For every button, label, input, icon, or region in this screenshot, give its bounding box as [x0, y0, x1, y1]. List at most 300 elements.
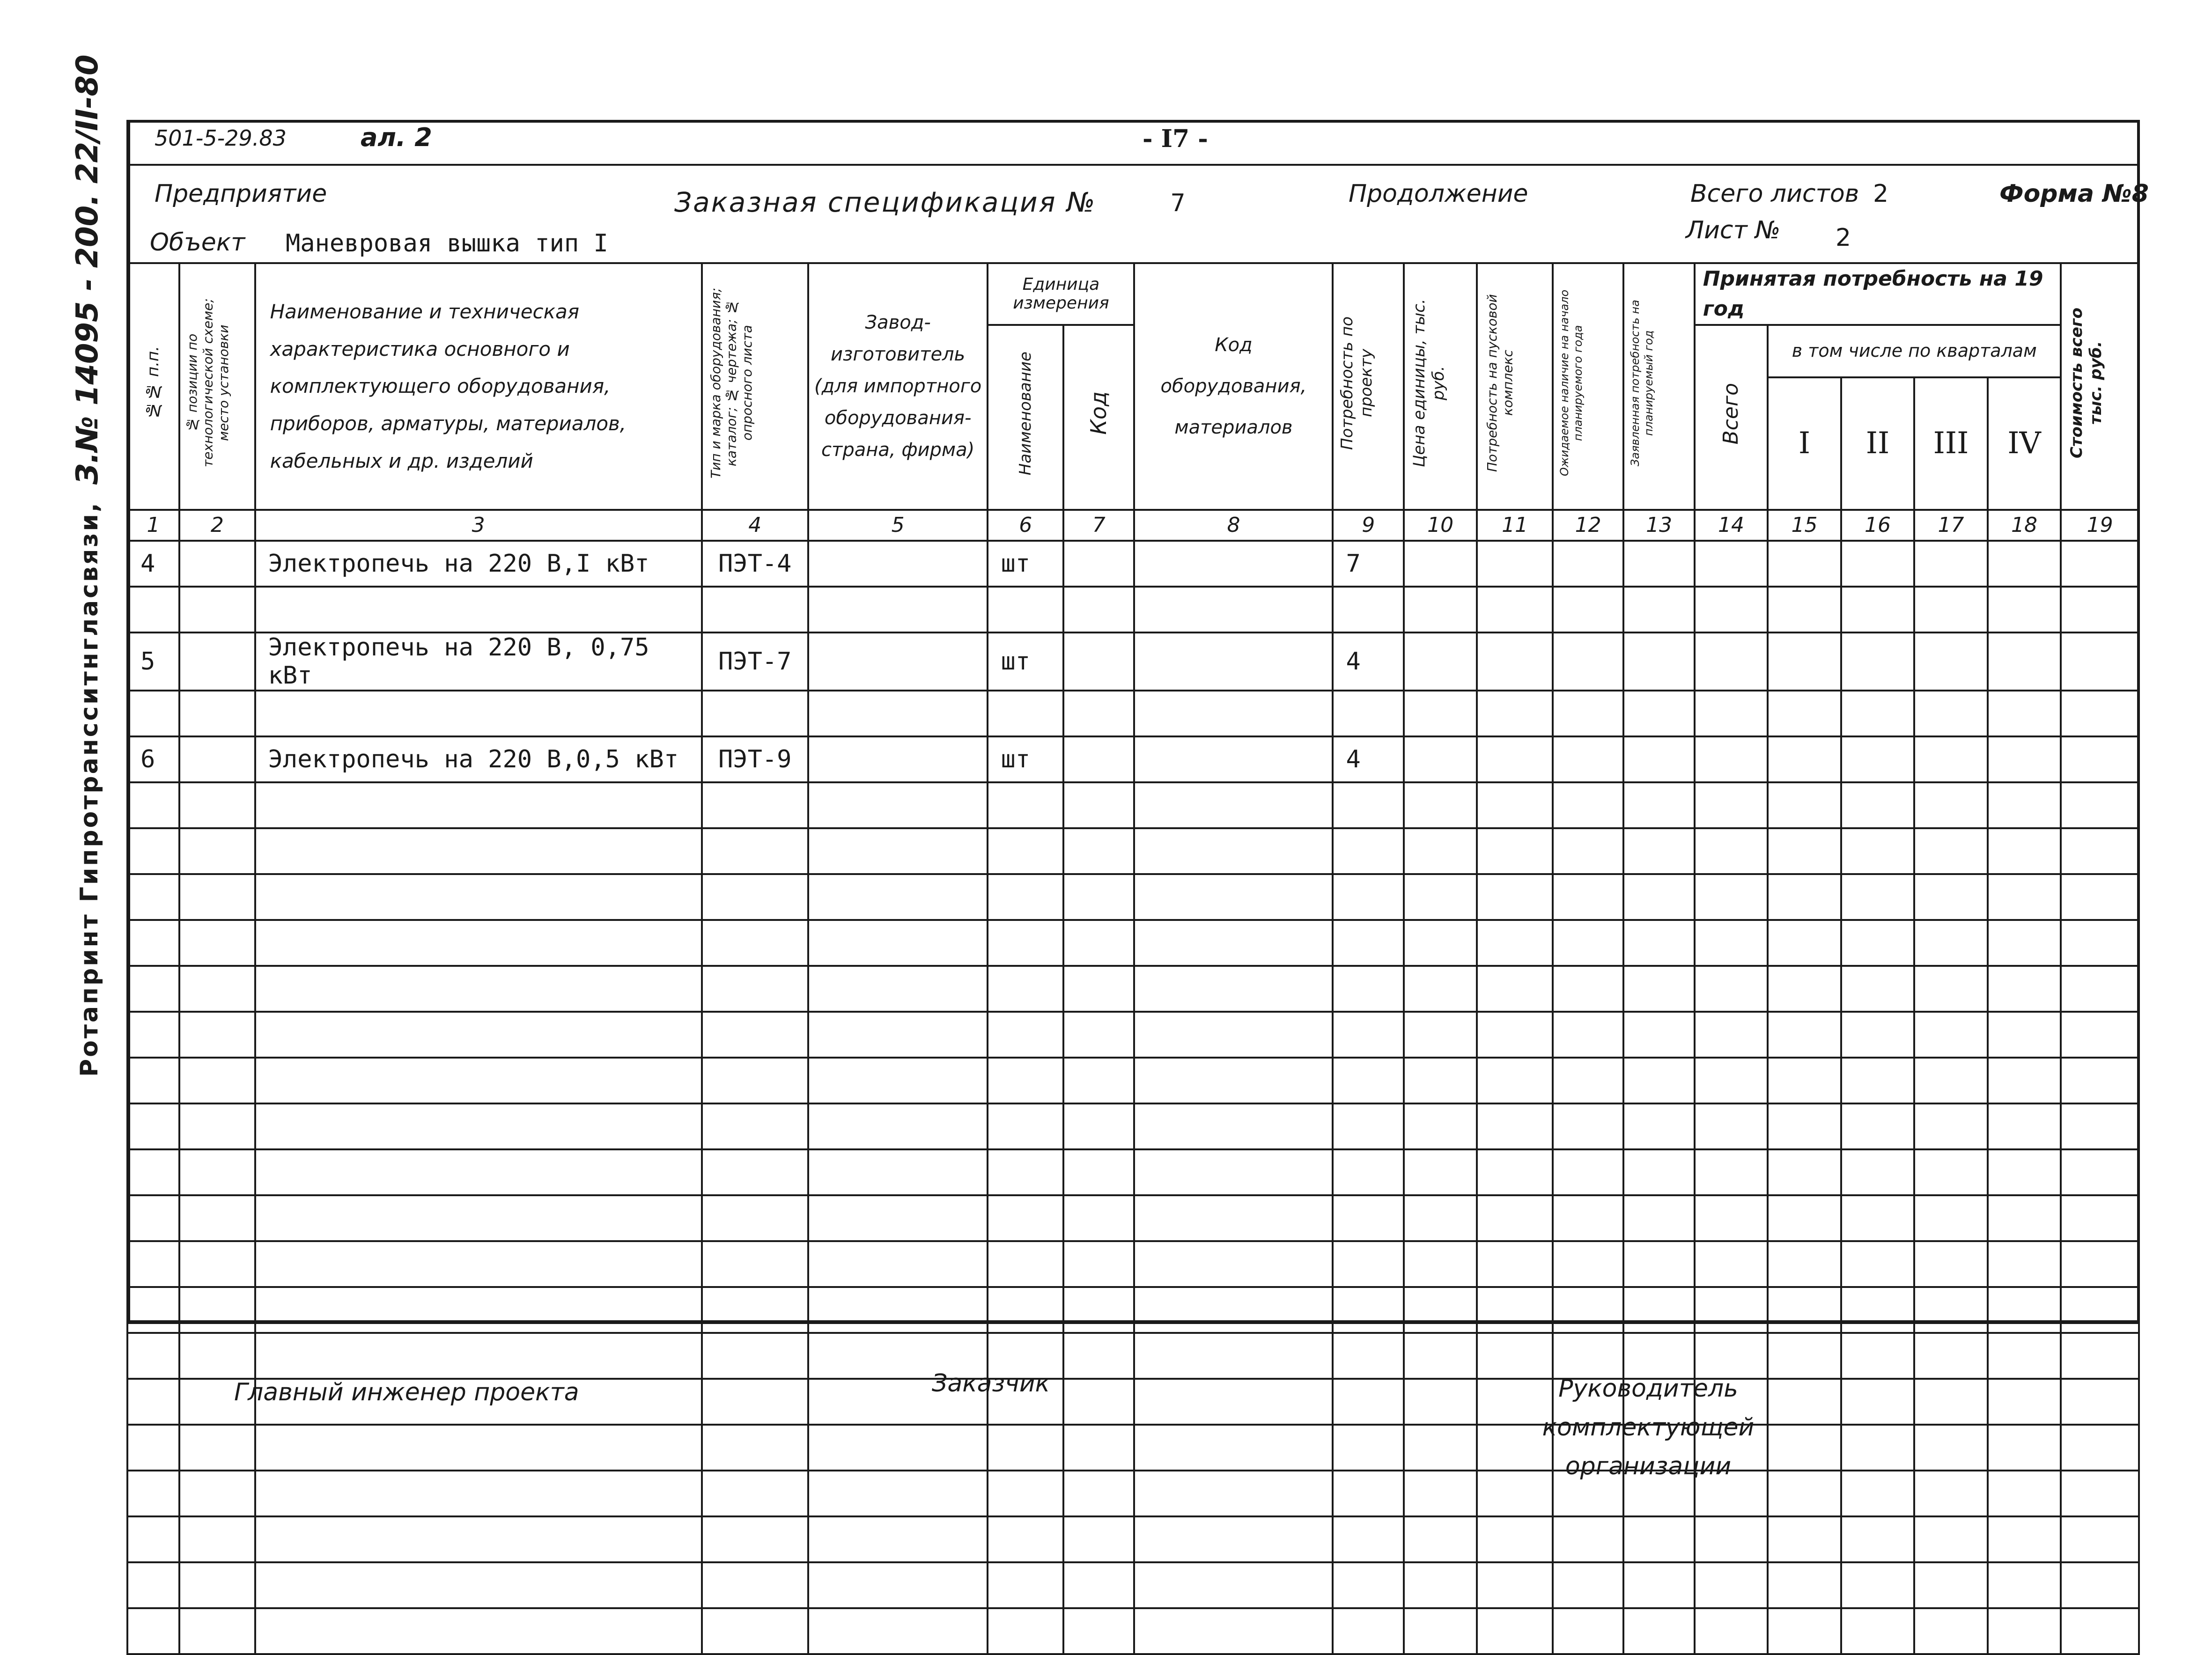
empty-cell	[1695, 920, 1768, 966]
empty-cell	[1477, 828, 1553, 874]
empty-cell	[1623, 1012, 1694, 1058]
empty-cell	[179, 1608, 255, 1654]
empty-cell	[1988, 1195, 2061, 1241]
empty-cell	[1134, 1425, 1333, 1471]
empty-cell	[1063, 1149, 1134, 1195]
empty-cell	[1695, 633, 1768, 691]
empty-cell	[1695, 1516, 1768, 1562]
empty-cell	[255, 1516, 702, 1562]
col-num: 18	[1988, 510, 2061, 541]
empty-cell	[127, 1058, 179, 1103]
empty-cell	[2061, 736, 2139, 782]
page-number: - I7 -	[1143, 125, 1208, 153]
col-num: 10	[1404, 510, 1477, 541]
col-head-6: Наименование	[988, 325, 1063, 510]
item-quantity: 7	[1333, 541, 1403, 587]
empty-cell	[988, 1562, 1063, 1608]
empty-cell	[1768, 1195, 1841, 1241]
col-head-15: I	[1768, 377, 1841, 510]
empty-cell	[808, 541, 988, 587]
col-head-10: Цена единицы, тыс. руб.	[1404, 263, 1477, 510]
column-number-row	[127, 510, 2139, 541]
empty-cell	[255, 1058, 702, 1103]
empty-cell	[808, 1149, 988, 1195]
empty-cell	[988, 1516, 1063, 1562]
empty-cell	[255, 1608, 702, 1654]
empty-cell	[127, 587, 179, 633]
col-head-5: Завод-изготовитель (для импортного оборудования-страна, фирма)	[808, 263, 988, 510]
empty-cell	[1988, 1012, 2061, 1058]
empty-cell	[1553, 1562, 1623, 1608]
empty-cell	[255, 1012, 702, 1058]
empty-cell	[1841, 1333, 1914, 1379]
item-name: Электропечь на 220 В,I кВт	[255, 541, 702, 587]
empty-cell	[1623, 782, 1694, 828]
empty-cell	[179, 920, 255, 966]
empty-cell	[1768, 1149, 1841, 1195]
empty-cell	[1988, 1471, 2061, 1516]
empty-cell	[988, 1195, 1063, 1241]
col-num: 9	[1333, 510, 1403, 541]
empty-cell	[1841, 1012, 1914, 1058]
empty-cell	[1988, 966, 2061, 1012]
empty-cell	[1333, 1103, 1403, 1149]
empty-cell	[1134, 1379, 1333, 1425]
empty-cell	[179, 736, 255, 782]
empty-cell	[1134, 966, 1333, 1012]
item-name: Электропечь на 220 В, 0,75 кВт	[255, 633, 702, 691]
empty-cell	[988, 874, 1063, 920]
empty-cell	[1914, 782, 1987, 828]
empty-cell	[702, 966, 808, 1012]
col-num: 5	[808, 510, 988, 541]
empty-cell	[1768, 1562, 1841, 1608]
empty-cell	[1695, 828, 1768, 874]
table-row	[127, 633, 2139, 691]
empty-cell	[1553, 920, 1623, 966]
empty-cell	[2061, 1195, 2139, 1241]
empty-cell	[702, 782, 808, 828]
empty-cell	[808, 691, 988, 736]
empty-cell	[1477, 1562, 1553, 1608]
empty-cell	[1553, 1287, 1623, 1333]
empty-cell	[1477, 1103, 1553, 1149]
empty-cell	[179, 1516, 255, 1562]
empty-cell	[702, 1012, 808, 1058]
col-head-1: №№ п.п.	[127, 263, 179, 510]
empty-cell	[1988, 1103, 2061, 1149]
empty-cell	[1404, 1103, 1477, 1149]
empty-cell	[1553, 874, 1623, 920]
empty-cell	[1623, 541, 1694, 587]
empty-cell	[127, 1287, 179, 1333]
empty-cell	[179, 966, 255, 1012]
empty-cell	[1914, 541, 1987, 587]
empty-cell	[1333, 920, 1403, 966]
empty-cell	[2061, 920, 2139, 966]
empty-cell	[1553, 1608, 1623, 1654]
empty-cell	[702, 920, 808, 966]
empty-cell	[988, 1287, 1063, 1333]
empty-cell	[1134, 828, 1333, 874]
item-name: Электропечь на 220 В,0,5 кВт	[255, 736, 702, 782]
empty-cell	[2061, 828, 2139, 874]
empty-cell	[1333, 1287, 1403, 1333]
col-num: 6	[988, 510, 1063, 541]
item-unit: шт	[988, 736, 1063, 782]
empty-cell	[255, 782, 702, 828]
empty-cell	[1914, 1195, 1987, 1241]
col-head-17: III	[1914, 377, 1987, 510]
row-number: 4	[127, 541, 179, 587]
col-head-19: Стоимость всего тыс. руб.	[2061, 263, 2139, 510]
item-unit: шт	[988, 633, 1063, 691]
empty-cell	[1988, 1333, 2061, 1379]
empty-cell	[1553, 1058, 1623, 1103]
empty-cell	[2061, 1149, 2139, 1195]
empty-cell	[1988, 1379, 2061, 1425]
empty-cell	[1477, 1241, 1553, 1287]
empty-cell	[1477, 691, 1553, 736]
empty-cell	[1841, 1379, 1914, 1425]
empty-cell	[179, 1058, 255, 1103]
empty-cell	[127, 966, 179, 1012]
empty-cell	[1134, 1103, 1333, 1149]
empty-cell	[1477, 1012, 1553, 1058]
empty-cell	[988, 920, 1063, 966]
empty-cell	[2061, 1471, 2139, 1516]
empty-cell	[1553, 691, 1623, 736]
empty-cell	[1841, 691, 1914, 736]
col-num: 15	[1768, 510, 1841, 541]
empty-cell	[702, 828, 808, 874]
empty-cell	[179, 1241, 255, 1287]
col-num: 11	[1477, 510, 1553, 541]
empty-cell	[702, 1333, 808, 1379]
empty-cell	[808, 633, 988, 691]
empty-cell	[1134, 1608, 1333, 1654]
empty-cell	[702, 1241, 808, 1287]
empty-cell	[1988, 633, 2061, 691]
empty-row	[127, 1058, 2139, 1103]
empty-cell	[2061, 1562, 2139, 1608]
empty-cell	[808, 1287, 988, 1333]
empty-cell	[1623, 828, 1694, 874]
empty-cell	[1404, 1012, 1477, 1058]
empty-cell	[127, 1471, 179, 1516]
empty-cell	[988, 1103, 1063, 1149]
empty-cell	[1914, 920, 1987, 966]
empty-cell	[1914, 1103, 1987, 1149]
empty-cell	[1768, 874, 1841, 920]
empty-cell	[1988, 1562, 2061, 1608]
empty-cell	[1063, 1195, 1134, 1241]
empty-cell	[988, 691, 1063, 736]
empty-cell	[1914, 691, 1987, 736]
empty-cell	[702, 587, 808, 633]
empty-cell	[1134, 736, 1333, 782]
empty-cell	[1063, 782, 1134, 828]
empty-cell	[1988, 541, 2061, 587]
empty-cell	[1623, 1103, 1694, 1149]
empty-cell	[808, 1608, 988, 1654]
empty-cell	[1988, 1058, 2061, 1103]
empty-cell	[2061, 1516, 2139, 1562]
empty-cell	[179, 1562, 255, 1608]
empty-cell	[1134, 633, 1333, 691]
empty-cell	[1841, 1058, 1914, 1103]
empty-cell	[1623, 874, 1694, 920]
empty-cell	[1134, 1516, 1333, 1562]
empty-cell	[1553, 1516, 1623, 1562]
empty-cell	[179, 587, 255, 633]
object-value: Маневровая вышка тип I	[286, 229, 608, 257]
empty-cell	[1134, 874, 1333, 920]
empty-cell	[1988, 1149, 2061, 1195]
empty-cell	[1695, 966, 1768, 1012]
empty-cell	[1623, 1287, 1694, 1333]
empty-cell	[1404, 1287, 1477, 1333]
empty-cell	[808, 1425, 988, 1471]
empty-cell	[1553, 633, 1623, 691]
empty-cell	[179, 541, 255, 587]
empty-cell	[1477, 966, 1553, 1012]
continuation-label: Продолжение	[1349, 180, 1528, 208]
empty-cell	[1768, 1241, 1841, 1287]
empty-cell	[1063, 1012, 1134, 1058]
empty-cell	[127, 828, 179, 874]
empty-cell	[1914, 736, 1987, 782]
empty-cell	[2061, 541, 2139, 587]
empty-cell	[1333, 1471, 1403, 1516]
empty-cell	[127, 1562, 179, 1608]
empty-cell	[1553, 736, 1623, 782]
empty-cell	[127, 1333, 179, 1379]
empty-cell	[1333, 691, 1403, 736]
spec-title: Заказная спецификация №	[674, 186, 1097, 218]
row-number: 5	[127, 633, 179, 691]
empty-cell	[255, 1149, 702, 1195]
empty-cell	[1134, 1287, 1333, 1333]
empty-cell	[1404, 1058, 1477, 1103]
empty-cell	[1988, 587, 2061, 633]
empty-cell	[1553, 1103, 1623, 1149]
empty-cell	[1914, 1149, 1987, 1195]
col-head-14: Всего	[1695, 325, 1768, 510]
col-head-9: Потребность по проекту	[1333, 263, 1403, 510]
empty-cell	[2061, 966, 2139, 1012]
empty-cell	[1063, 874, 1134, 920]
empty-cell	[1988, 1287, 2061, 1333]
empty-cell	[1841, 633, 1914, 691]
empty-cell	[808, 587, 988, 633]
empty-cell	[1333, 1241, 1403, 1287]
empty-cell	[1333, 1425, 1403, 1471]
empty-cell	[1333, 1012, 1403, 1058]
col-head-7: Код	[1063, 325, 1134, 510]
item-quantity: 4	[1333, 633, 1403, 691]
empty-cell	[1695, 782, 1768, 828]
empty-cell	[808, 1012, 988, 1058]
empty-cell	[1134, 1333, 1333, 1379]
empty-cell	[1553, 1241, 1623, 1287]
empty-cell	[1695, 736, 1768, 782]
empty-cell	[1695, 874, 1768, 920]
empty-cell	[127, 1149, 179, 1195]
empty-row	[127, 1562, 2139, 1608]
empty-cell	[1477, 1195, 1553, 1241]
empty-cell	[702, 1471, 808, 1516]
empty-cell	[1623, 1195, 1694, 1241]
empty-cell	[808, 736, 988, 782]
empty-cell	[1333, 966, 1403, 1012]
empty-row	[127, 828, 2139, 874]
empty-cell	[988, 966, 1063, 1012]
empty-cell	[702, 1379, 808, 1425]
empty-cell	[1477, 1516, 1553, 1562]
empty-cell	[1623, 1562, 1694, 1608]
empty-cell	[127, 920, 179, 966]
empty-cell	[988, 1149, 1063, 1195]
col-num: 7	[1063, 510, 1134, 541]
empty-cell	[808, 1562, 988, 1608]
empty-cell	[702, 1608, 808, 1654]
empty-cell	[2061, 587, 2139, 633]
empty-cell	[127, 1241, 179, 1287]
empty-cell	[1914, 1516, 1987, 1562]
empty-cell	[1477, 1149, 1553, 1195]
empty-cell	[808, 920, 988, 966]
col-head-13: Заявленная потребность на планируемый год	[1623, 263, 1694, 510]
empty-cell	[1134, 541, 1333, 587]
empty-cell	[255, 1425, 702, 1471]
empty-cell	[1623, 587, 1694, 633]
empty-cell	[1333, 1333, 1403, 1379]
empty-row	[127, 874, 2139, 920]
empty-cell	[1841, 782, 1914, 828]
empty-cell	[1134, 1241, 1333, 1287]
empty-cell	[179, 1012, 255, 1058]
empty-cell	[255, 1103, 702, 1149]
empty-cell	[1841, 1103, 1914, 1149]
empty-cell	[988, 1058, 1063, 1103]
empty-cell	[1988, 782, 2061, 828]
empty-cell	[1404, 966, 1477, 1012]
empty-cell	[255, 1333, 702, 1379]
empty-cell	[808, 1195, 988, 1241]
empty-cell	[2061, 1241, 2139, 1287]
empty-cell	[1914, 1012, 1987, 1058]
empty-cell	[1333, 1608, 1403, 1654]
empty-cell	[1768, 920, 1841, 966]
empty-cell	[1063, 920, 1134, 966]
empty-cell	[179, 1425, 255, 1471]
empty-cell	[1841, 966, 1914, 1012]
empty-row	[127, 920, 2139, 966]
col-head-unit-group: Единица измерения	[988, 263, 1134, 325]
empty-cell	[1695, 1149, 1768, 1195]
empty-cell	[179, 1471, 255, 1516]
empty-cell	[1841, 541, 1914, 587]
empty-cell	[127, 1608, 179, 1654]
empty-cell	[1333, 1379, 1403, 1425]
empty-cell	[2061, 1608, 2139, 1654]
empty-cell	[1333, 782, 1403, 828]
empty-cell	[1477, 736, 1553, 782]
empty-cell	[808, 782, 988, 828]
empty-cell	[1063, 1471, 1134, 1516]
item-type: ПЭТ-9	[702, 736, 808, 782]
empty-row	[127, 1012, 2139, 1058]
empty-cell	[255, 691, 702, 736]
empty-cell	[1477, 1287, 1553, 1333]
empty-cell	[988, 1241, 1063, 1287]
empty-cell	[1134, 1195, 1333, 1241]
empty-cell	[1477, 1608, 1553, 1654]
enterprise-label: Предприятие	[155, 180, 327, 208]
empty-cell	[1333, 1562, 1403, 1608]
empty-cell	[255, 828, 702, 874]
empty-cell	[2061, 1012, 2139, 1058]
empty-cell	[988, 1425, 1063, 1471]
empty-cell	[1063, 1103, 1134, 1149]
sheet-label: Лист №	[1686, 216, 1781, 244]
empty-cell	[1553, 1149, 1623, 1195]
empty-cell	[2061, 691, 2139, 736]
empty-cell	[1404, 782, 1477, 828]
empty-cell	[1768, 1608, 1841, 1654]
empty-cell	[2061, 782, 2139, 828]
empty-cell	[1553, 1012, 1623, 1058]
empty-cell	[1623, 1241, 1694, 1287]
empty-cell	[808, 1241, 988, 1287]
empty-cell	[1768, 782, 1841, 828]
empty-cell	[1063, 691, 1134, 736]
empty-cell	[1623, 691, 1694, 736]
empty-cell	[1841, 1562, 1914, 1608]
empty-cell	[1841, 1195, 1914, 1241]
item-quantity: 4	[1333, 736, 1403, 782]
empty-cell	[1134, 691, 1333, 736]
empty-row	[127, 1608, 2139, 1654]
empty-cell	[255, 966, 702, 1012]
table-row	[127, 736, 2139, 782]
empty-cell	[2061, 1058, 2139, 1103]
empty-cell	[702, 1562, 808, 1608]
signature-supplier-head: Руководитель комплектующей организации	[1542, 1375, 1755, 1481]
empty-cell	[1623, 1608, 1694, 1654]
empty-cell	[1914, 1058, 1987, 1103]
empty-cell	[1134, 1562, 1333, 1608]
empty-cell	[1841, 828, 1914, 874]
empty-cell	[1841, 874, 1914, 920]
empty-cell	[1063, 1333, 1134, 1379]
empty-row	[127, 1516, 2139, 1562]
empty-cell	[988, 782, 1063, 828]
sheet-value: 2	[1836, 224, 1851, 252]
empty-cell	[1477, 633, 1553, 691]
empty-cell	[2061, 1103, 2139, 1149]
empty-cell	[1623, 920, 1694, 966]
empty-cell	[1553, 966, 1623, 1012]
empty-cell	[988, 1608, 1063, 1654]
empty-cell	[1404, 736, 1477, 782]
empty-cell	[1477, 874, 1553, 920]
empty-cell	[1841, 920, 1914, 966]
col-num: 14	[1695, 510, 1768, 541]
total-sheets-label: Всего листов	[1690, 180, 1859, 208]
empty-cell	[1768, 1103, 1841, 1149]
